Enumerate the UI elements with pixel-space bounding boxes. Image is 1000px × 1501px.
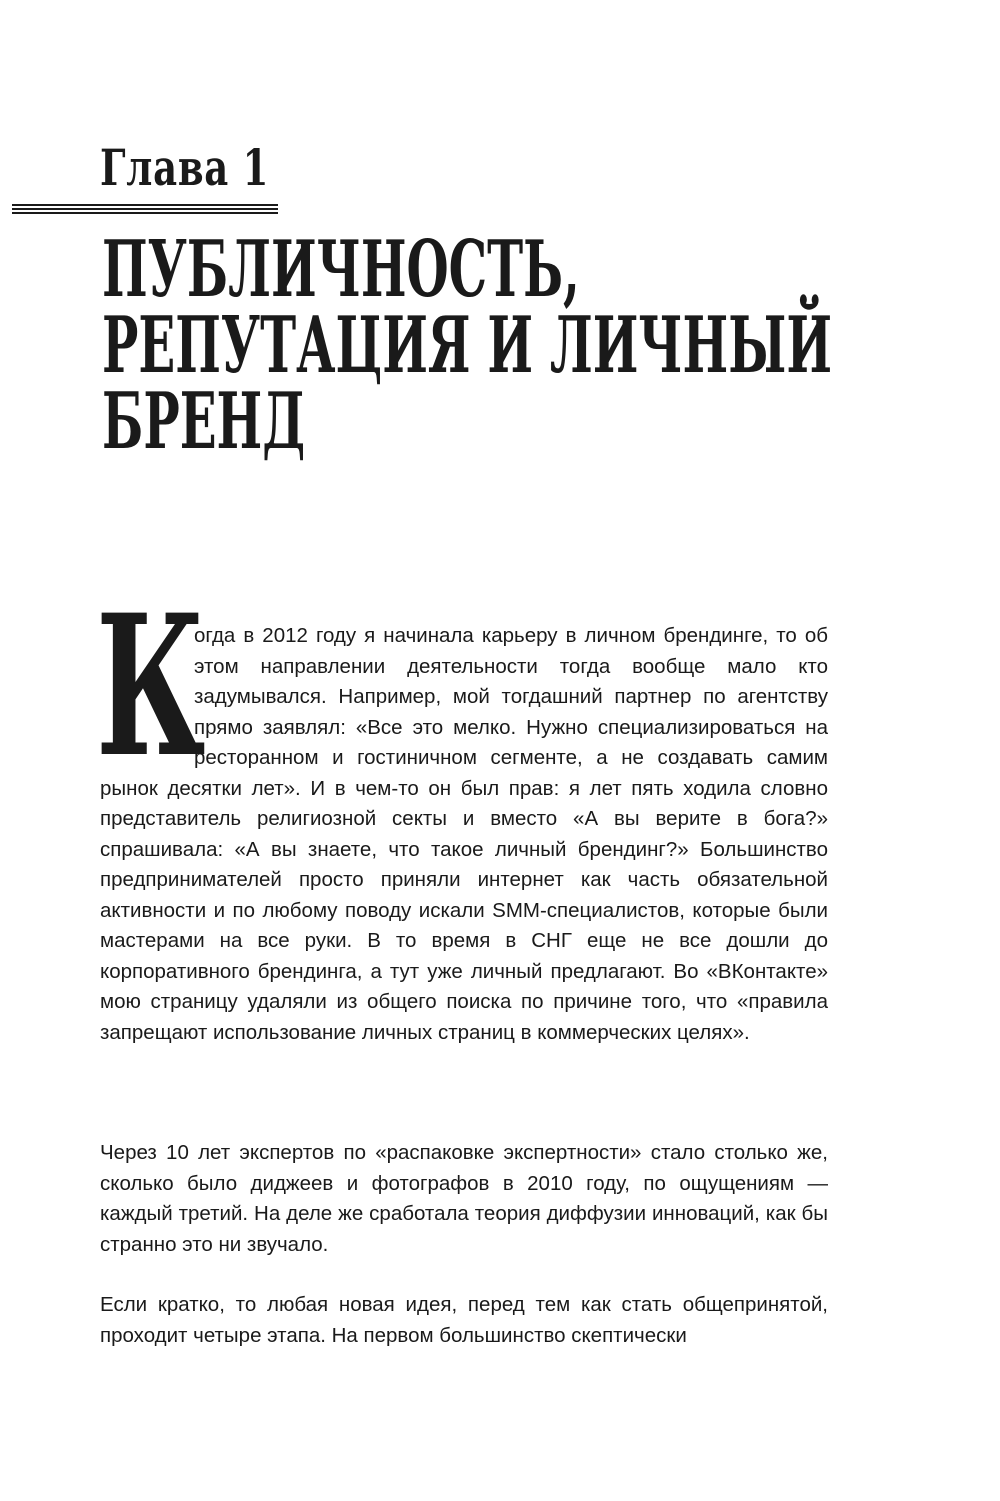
drop-cap: К (96, 572, 206, 800)
chapter-title (102, 224, 833, 467)
chapter-rule (12, 204, 278, 215)
paragraph: Через 10 лет экспертов по «распаковке экспертности» стало столько же, сколько было диджеев и фотографов в 2010 году, по ощущениям — каждый третий. На деле же сработала теория диффузии инноваций, как бы странно это ни звучало. (100, 1141, 828, 1256)
chapter-title-line: РЕПУТАЦИЯ И ЛИЧНЫЙ (102, 300, 833, 391)
chapter-label: Глава 1 (100, 138, 270, 197)
rule-line (12, 212, 278, 214)
chapter-title-line: ПУБЛИЧНОСТЬ, (102, 224, 580, 315)
paragraph-text: огда в 2012 году я начинала карьеру в личном брендинге, то об этом направлении деятельности тогда вообще мало кто задумывался. Например, мой тогдашний партнер по агентству прямо заявлял: «Все это мелко. Нужно специализироваться на ресторанном и гостиничном сегменте, а не создавать самим рынок десятки лет». И в чем-то он был прав: я лет пять ходила словно представитель религиозной секты и вместо «А вы верите в бога?» спрашивала: «А вы знаете, что такое личный брендинг?» Большинство предпринимателей просто приняли интернет как часть обязательной активности и по любому поводу искали SMM-специалистов, которые были мастерами на все руки. В то время в СНГ еще не все дошли до корпоративного брендинга, а тут уже личный предлагают. Во «ВКонтакте» мою страницу удаляли из общего поиска по причине того, что «правила запрещают использование личных страниц в коммерческих целях». (100, 624, 828, 1044)
chapter-title-line: БРЕНД (102, 376, 306, 467)
rule-line (12, 204, 278, 206)
paragraph: Если кратко, то любая новая идея, перед тем как стать общепринятой, проходит четыре этапа. На первом большинство скептически (100, 1293, 828, 1347)
rule-line (12, 208, 278, 210)
paragraph (100, 621, 828, 1048)
drop-cap-space (100, 621, 194, 773)
